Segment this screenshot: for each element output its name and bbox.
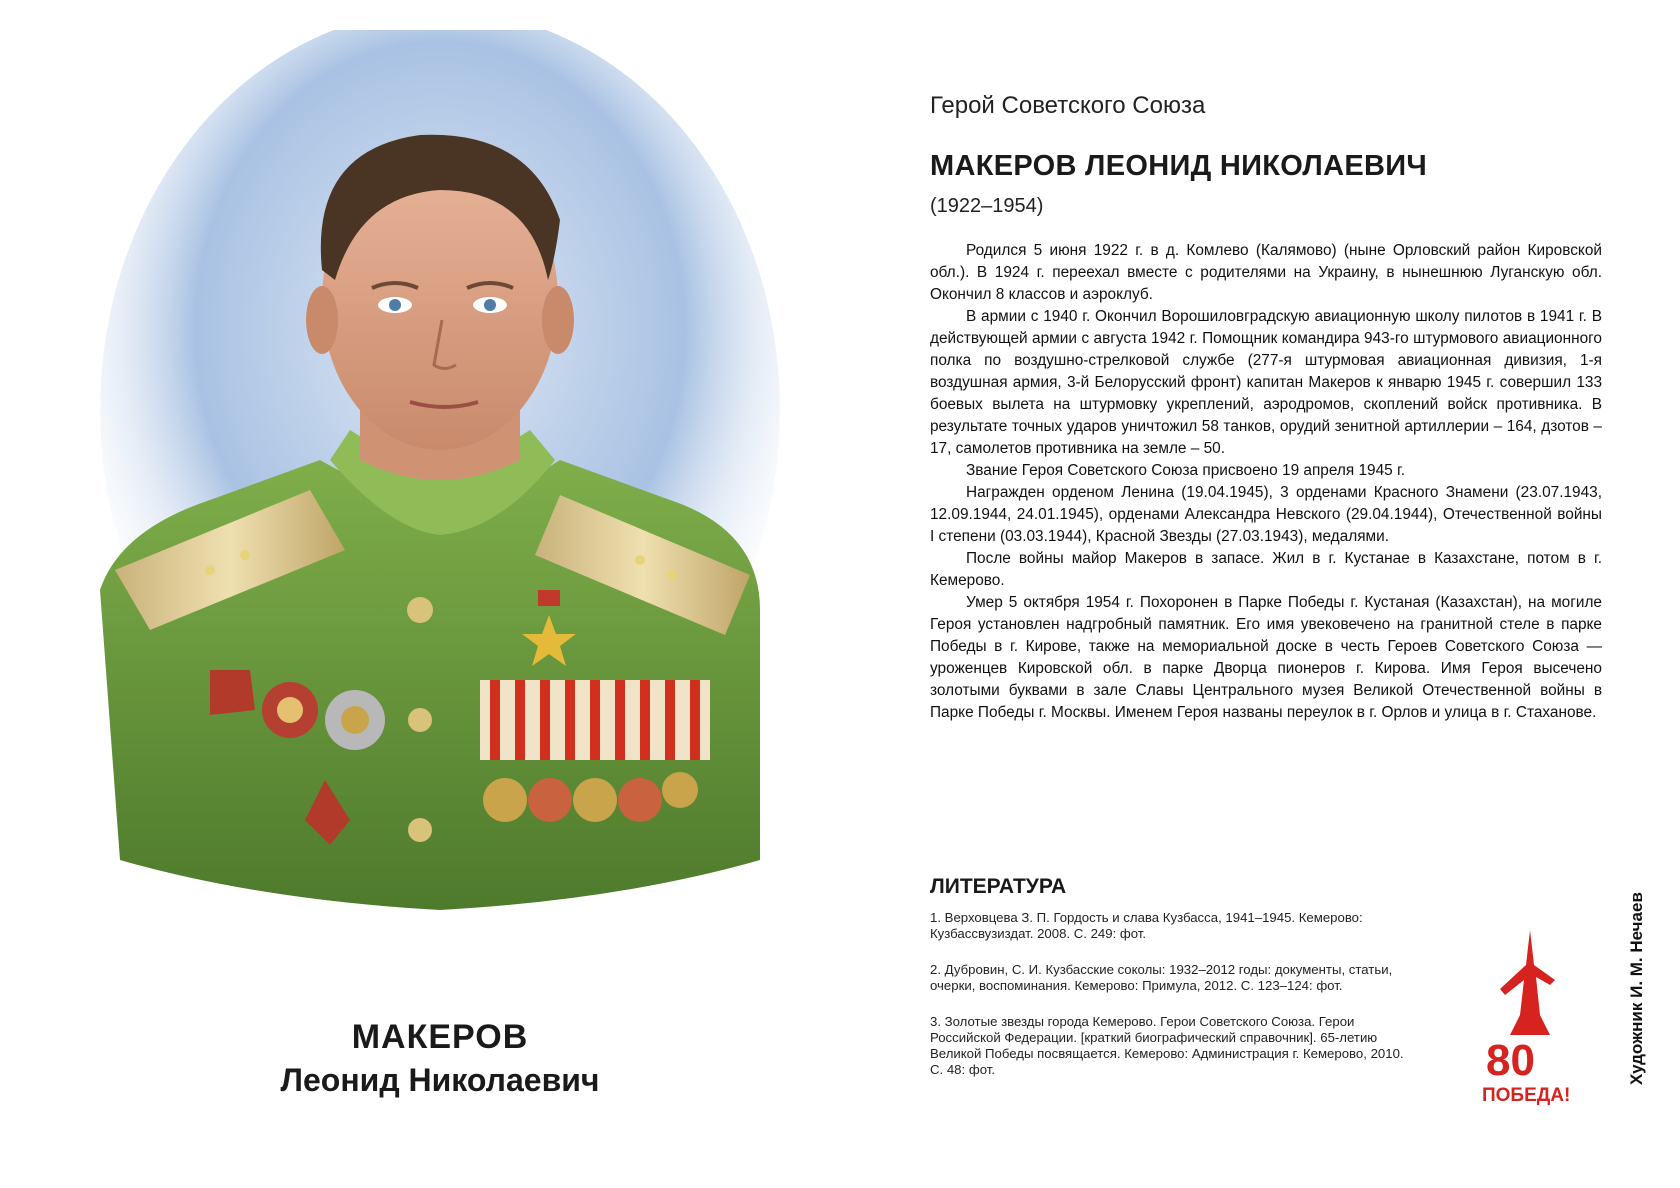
literature-list	[930, 910, 1420, 1098]
bio-paragraph: Награжден орденом Ленина (19.04.1945), 3 орденами Красного Знамени (23.07.1943, 12.09.1944, 24.01.1945), орденами Александра Невского (29.04.1944), Отечественной войны I степени (03.03.1944), Красной Звезды (27.03.1943), медалями.	[930, 484, 1602, 545]
caption-given-names: Леонид Николаевич	[280, 1062, 600, 1098]
bio-paragraph: В армии с 1940 г. Окончил Ворошиловградскую авиационную школу пилотов в 1941 г. В действующей армии с августа 1942 г. Помощник командира 943-го штурмового авиационного полка по воздушно-стрелковой службе (277-я штурмовая авиационная дивизия, 1-я воздушная армия, 3-й Белорусский фронт) капитан Макеров к январю 1945 г. совершил 133 боевых вылета на штурмовку укреплений, аэродромов, скоплений войск противника. В результате точных ударов уничтожил 58 танков, орудий зенитной артиллерии – 164, дзотов – 17, самолетов противника на земле – 50.	[930, 308, 1602, 457]
bio-paragraph: После войны майор Макеров в запасе. Жил в г. Кустанае в Казахстане, потом в г. Кемерово.	[930, 550, 1602, 589]
literature-item: 2. Дубровин, С. И. Кузбасские соколы: 1932–2012 годы: документы, статьи, очерки, воспоминания. Кемерово: Примула, 2012. С. 123–124: фот.	[930, 962, 1393, 993]
biography-text	[930, 240, 1602, 724]
logo-number: 80	[1486, 1036, 1535, 1085]
caption-surname: МАКЕРОВ	[351, 1018, 529, 1056]
literature-heading: ЛИТЕРАТУРА	[930, 875, 1067, 898]
bio-paragraph: Звание Героя Советского Союза присвоено 19 апреля 1945 г.	[966, 462, 1406, 479]
bio-paragraph: Умер 5 октября 1954 г. Похоронен в Парке Победы г. Кустаная (Казахстан), на могиле Героя установлен надгробный памятник. Его имя увековечено на гранитной стеле в парке Победы в г. Кирове, также на мемориальной доске в честь Героев Советского Союза — уроженцев Кировской обл. в парке Дворца пионеров г. Кирова. Имя Героя высечено золотыми буквами в зале Славы Центрального музея Великой Отечественной войны в Парке Победы г. Москвы. Именем Героя названы переулок в г. Орлов и улица в г. Стаханове.	[930, 594, 1602, 721]
hero-full-name: МАКЕРОВ ЛЕОНИД НИКОЛАЕВИЧ	[930, 150, 1428, 182]
bio-paragraph: Родился 5 июня 1922 г. в д. Комлево (Калямово) (ныне Орловский район Кировской обл.). В 1924 г. переехал вместе с родителями на Украину, в нынешнюю Луганскую обл. Окончил 8 классов и аэроклуб.	[930, 242, 1602, 303]
victory-80-logo	[1480, 925, 1580, 1105]
artist-credit: Художник И. М. Нечаев	[1627, 892, 1646, 1085]
hero-portrait	[60, 30, 820, 950]
motherland-statue-icon	[1500, 930, 1555, 1035]
ribbon-bar	[480, 680, 710, 760]
logo-text: ПОБЕДА!	[1482, 1085, 1571, 1105]
hero-title: Герой Советского Союза	[930, 92, 1206, 119]
literature-item: 3. Золотые звезды города Кемерово. Герои Советского Союза. Герои Российской Федерации. [краткий биографический справочник]. 65-летию Великой Победы посвящается. Кемерово: Администрация г. Кемерово, 2010. С. 48: фот.	[930, 1014, 1404, 1077]
life-years: (1922–1954)	[930, 195, 1044, 217]
portrait-caption	[60, 1015, 820, 1101]
tunic-button	[407, 597, 433, 623]
literature-item: 1. Верховцева З. П. Гордость и слава Кузбасса, 1941–1945. Кемерово: Кузбассвузиздат. 2008. С. 249: фот.	[930, 910, 1363, 941]
